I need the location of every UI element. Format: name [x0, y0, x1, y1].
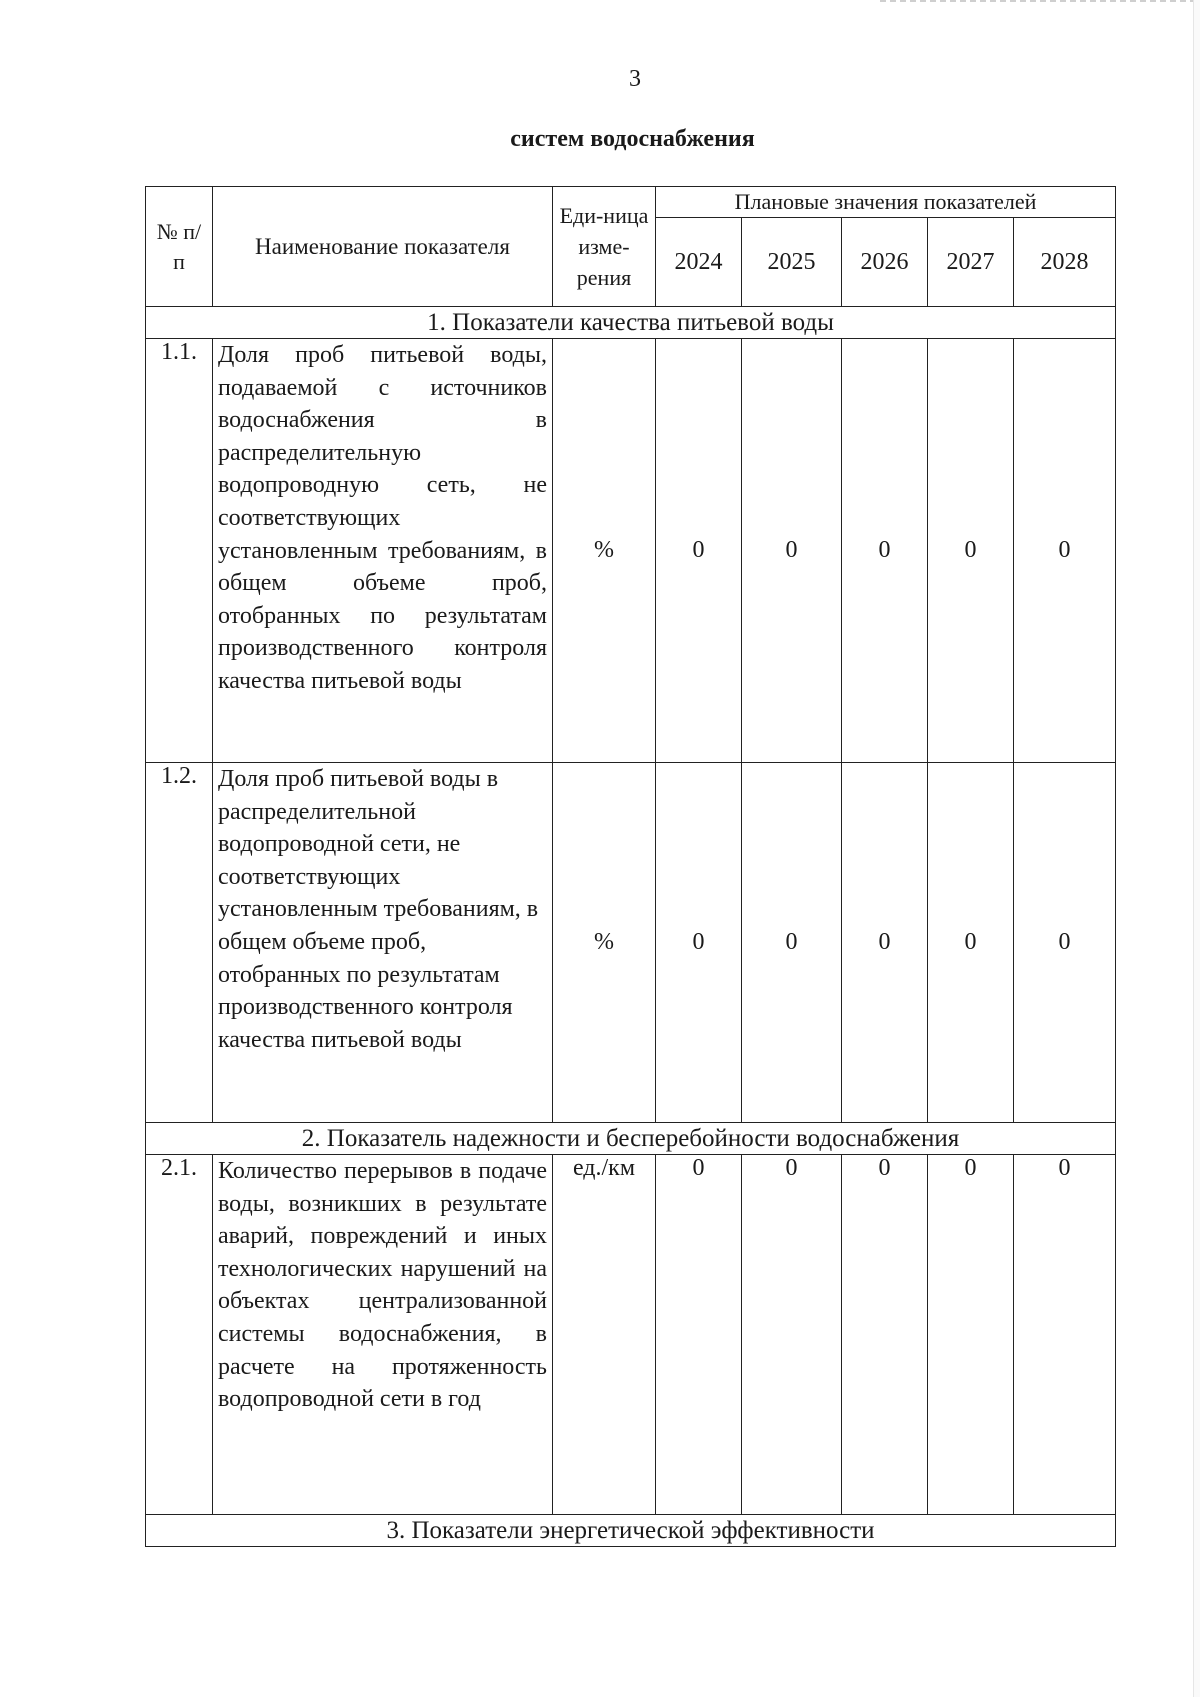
- indicators-table: [145, 186, 1116, 1547]
- page-number: 3: [629, 66, 641, 92]
- scan-edge-top: [880, 0, 1200, 2]
- section-header: [146, 307, 1116, 339]
- value-cell: 0: [928, 1155, 1014, 1515]
- value-cell: 0: [742, 763, 842, 1123]
- header-num: № п/п: [146, 187, 213, 307]
- value-cell: 0: [842, 339, 928, 763]
- unit-cell: %: [553, 339, 656, 763]
- value-cell: 0: [742, 1155, 842, 1515]
- header-row-top: [146, 187, 1116, 218]
- header-year: 2025: [742, 218, 842, 307]
- value-cell: 0: [656, 763, 742, 1123]
- indicator-name: Доля проб питьевой воды, подаваемой с источников водоснабжения в распределительную водопроводную сеть, не соответствующих установленным требованиям, в общем объеме проб, отобранных по результатам производственного контроля качества питьевой воды: [213, 339, 553, 763]
- value-cell: 0: [656, 339, 742, 763]
- value-cell: 0: [928, 339, 1014, 763]
- header-year: 2024: [656, 218, 742, 307]
- value-cell: 0: [1014, 339, 1116, 763]
- value-cell: 0: [1014, 1155, 1116, 1515]
- row-number: 1.1.: [146, 339, 213, 763]
- scan-edge-right: [1193, 0, 1200, 1697]
- value-cell: 0: [928, 763, 1014, 1123]
- header-name: Наименование показателя: [213, 187, 553, 307]
- header-year: 2027: [928, 218, 1014, 307]
- table-row: [146, 339, 1116, 763]
- section-title: 3. Показатели энергетической эффективности: [146, 1515, 1116, 1547]
- section-title: 2. Показатель надежности и бесперебойности водоснабжения: [146, 1123, 1116, 1155]
- unit-cell: %: [553, 763, 656, 1123]
- document-title: систем водоснабжения: [510, 126, 755, 152]
- header-year: 2026: [842, 218, 928, 307]
- section-title: 1. Показатели качества питьевой воды: [146, 307, 1116, 339]
- indicator-name: Количество перерывов в подаче воды, возникших в результате аварий, повреждений и иных технологических нарушений на объектах централизованной системы водоснабжения, в расчете на протяженность водопроводной сети в год: [213, 1155, 553, 1515]
- row-number: 2.1.: [146, 1155, 213, 1515]
- table-row: [146, 1155, 1116, 1515]
- value-cell: 0: [742, 339, 842, 763]
- value-cell: 0: [1014, 763, 1116, 1123]
- section-header: [146, 1515, 1116, 1547]
- header-planned: Плановые значения показателей: [656, 187, 1116, 218]
- section-header: [146, 1123, 1116, 1155]
- value-cell: 0: [842, 1155, 928, 1515]
- table-row: [146, 763, 1116, 1123]
- unit-cell: ед./км: [553, 1155, 656, 1515]
- indicator-name: Доля проб питьевой воды в распределительной водопроводной сети, не соответствующих установленным требованиям, в общем объеме проб, отобранных по результатам производственного контроля качества питьевой воды: [213, 763, 553, 1123]
- header-unit: Еди-ница изме-рения: [553, 187, 656, 307]
- row-number: 1.2.: [146, 763, 213, 1123]
- value-cell: 0: [842, 763, 928, 1123]
- value-cell: 0: [656, 1155, 742, 1515]
- header-year: 2028: [1014, 218, 1116, 307]
